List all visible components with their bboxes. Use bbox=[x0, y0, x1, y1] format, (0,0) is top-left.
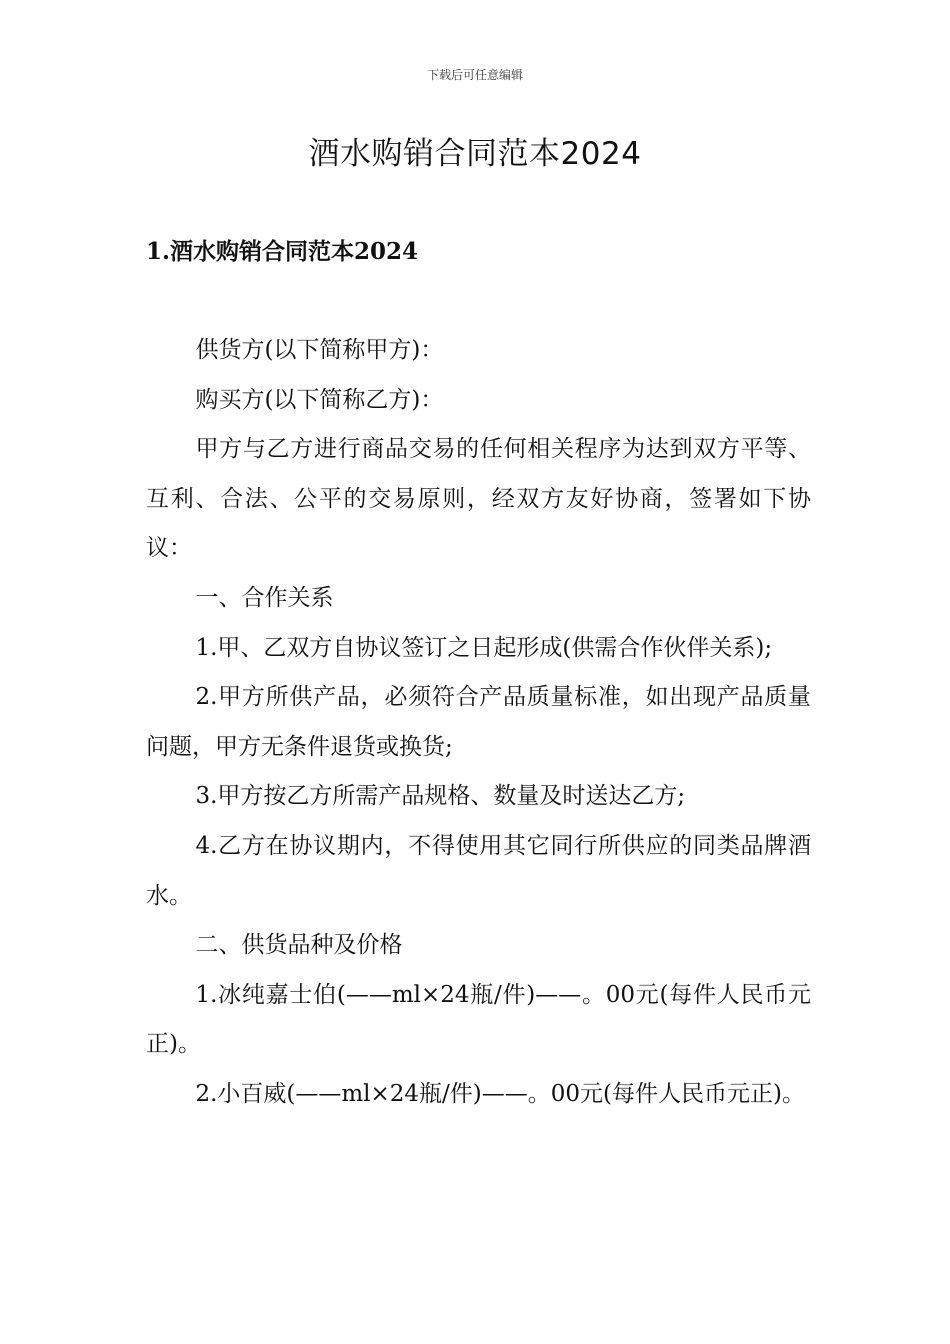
paragraph-cooperation-heading: 一、合作关系 bbox=[195, 584, 334, 611]
paragraph-clause: 4.乙方在协议期内，不得使用其它同行所供应的同类品牌酒水。 bbox=[146, 832, 811, 909]
section-heading: 1.酒水购销合同范本2024 bbox=[146, 238, 419, 265]
paragraph-clause: 1.甲、乙双方自协议签订之日起形成(供需合作伙伴关系); bbox=[195, 634, 773, 661]
document-body bbox=[146, 326, 811, 1120]
document-title: 酒水购销合同范本2024 bbox=[308, 136, 642, 172]
paragraph-clause: 2.甲方所供产品，必须符合产品质量标准，如出现产品质量问题，甲方无条件退货或换货; bbox=[146, 684, 811, 760]
paragraph-price-item: 1.冰纯嘉士伯(——ml×24瓶/件)——。00元(每件人民币元正)。 bbox=[146, 981, 811, 1058]
header-note: 下载后可任意编辑 bbox=[426, 68, 523, 82]
paragraph-price-item: 2.小百威(——ml×24瓶/件)——。00元(每件人民币元正)。 bbox=[195, 1080, 805, 1107]
paragraph-buyer: 购买方(以下简称乙方)： bbox=[195, 386, 444, 413]
paragraph-preamble: 甲方与乙方进行商品交易的任何相关程序为达到双方平等、互利、合法、公平的交易原则，经双方友好协商，签署如下协议： bbox=[146, 436, 811, 562]
paragraph-supply-heading: 二、供货品种及价格 bbox=[195, 932, 403, 959]
paragraph-supplier: 供货方(以下简称甲方)： bbox=[195, 337, 444, 363]
paragraph-clause: 3.甲方按乙方所需产品规格、数量及时送达乙方; bbox=[195, 783, 686, 810]
